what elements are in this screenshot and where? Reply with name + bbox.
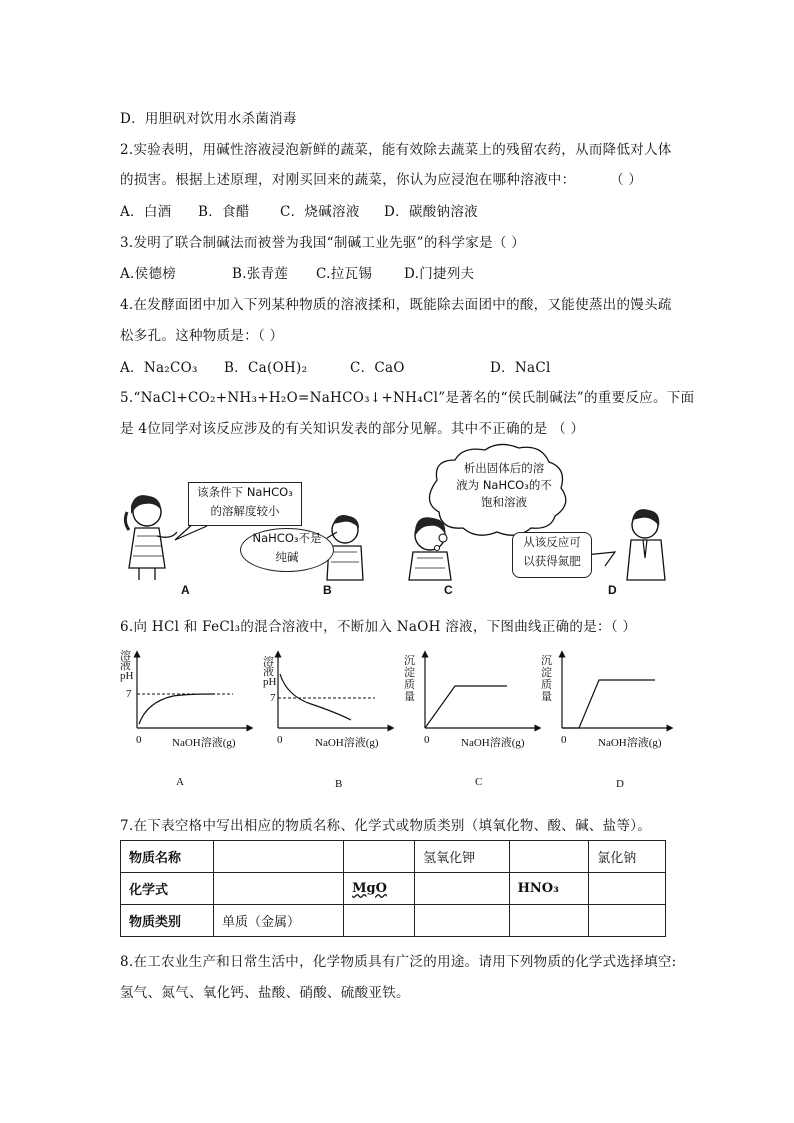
table-row <box>121 905 666 937</box>
table-cell: 氯化钠 <box>589 841 666 873</box>
ylabel-char: 淀 <box>404 667 415 679</box>
student-d-figure <box>627 509 665 580</box>
q8-stem-line1: 8.在工农业生产和日常生活中，化学物质具有广泛的用途。请用下列物质的化学式选择填空: <box>120 954 677 970</box>
table-cell: HNO₃ <box>509 873 589 905</box>
ylabel-char: 溶 <box>120 650 131 662</box>
table-cell: 物质类别 <box>121 905 214 937</box>
q2-option-d: D．碳酸钠溶液 <box>384 204 478 220</box>
ylabel-char: 液 <box>120 660 131 672</box>
speech-bubble-b <box>240 528 334 572</box>
ylabel-char: 质 <box>541 679 552 691</box>
q2-option-c: C．烧碱溶液 <box>280 204 360 220</box>
q8-stem-line2: 氢气、氮气、氧化钙、盐酸、硝酸、硫酸亚铁。 <box>120 985 410 1001</box>
table-cell <box>509 905 589 937</box>
graph-d-xlabel: NaOH溶液(g) <box>598 737 662 749</box>
graph-a-seven: 7 <box>126 688 132 700</box>
bubble-d-line1: 从该反应可 <box>523 535 581 549</box>
graph-a-curve <box>139 694 215 724</box>
graph-d <box>562 654 670 728</box>
student-c-figure <box>409 517 451 580</box>
graph-d-curve <box>562 680 655 728</box>
graph-b-curve <box>280 674 351 720</box>
table-cell: 物质名称 <box>121 841 214 873</box>
q3-options <box>120 262 474 282</box>
ylabel-char: 沉 <box>541 655 552 667</box>
graph-a-xlabel: NaOH溶液(g) <box>172 737 236 749</box>
table-cell: 氢氧化钾 <box>415 841 510 873</box>
table-cell <box>344 841 415 873</box>
table-cell <box>214 841 344 873</box>
ylabel-char: 质 <box>404 679 415 691</box>
q2-stem-line2 <box>120 168 642 188</box>
q4-option-c: C．CaO <box>350 360 405 376</box>
bubble-c-line3: 饱和溶液 <box>481 495 527 509</box>
graph-c-ylabel <box>404 655 415 703</box>
q4-stem-line2: 松多孔。这种物质是：（ ） <box>120 328 284 344</box>
ylabel-char: 淀 <box>541 667 552 679</box>
table-cell: 化学式 <box>121 873 214 905</box>
bubble-c-line1: 析出固体后的溶 <box>463 461 545 475</box>
graph-b <box>278 654 391 728</box>
q3-option-c: C.拉瓦锡 <box>316 266 373 282</box>
q2-options <box>120 200 478 220</box>
figure-label-b: B <box>323 583 332 597</box>
table-cell <box>344 905 415 937</box>
figure-label-a: A <box>181 583 190 597</box>
bubble-b-line2: 纯碱 <box>275 550 299 564</box>
graph-label-b: B <box>335 778 343 790</box>
q3-stem: 3.发明了联合制碱法而被誉为我国“制碱工业先驱”的科学家是（ ） <box>120 235 526 251</box>
graph-label-a: A <box>176 776 184 788</box>
ylabel-char: 沉 <box>404 655 415 667</box>
q4-option-d: D．NaCl <box>490 360 551 376</box>
q2-option-b: B．食醋 <box>198 204 250 220</box>
q5-stem-line2: 是 4位同学对该反应涉及的有关知识发表的部分见解。其中不正确的是 （ ） <box>120 421 585 437</box>
table-cell <box>509 841 589 873</box>
table-cell: 单质（金属） <box>214 905 344 937</box>
bubble-c-line2: 液为 NaHCO₃的不 <box>456 478 552 492</box>
bubble-a-line1: 该条件下 NaHCO₃ <box>197 485 293 499</box>
q3-option-d: D.门捷列夫 <box>404 266 475 282</box>
graph-d-zero: 0 <box>561 734 567 746</box>
speech-cloud-c <box>448 460 560 511</box>
q5-stem-line1: 5.“NaCl+CO₂+NH₃+H₂O=NaHCO₃↓+NH₄Cl”是著名的“侯氏制碱法”的重要反应。下面 <box>120 390 695 406</box>
q4-option-b: B．Ca(OH)₂ <box>224 360 308 376</box>
table-row <box>121 841 666 873</box>
speech-bubble-d <box>512 532 592 578</box>
graph-a-zero: 0 <box>136 734 142 746</box>
figure-label-d: D <box>608 583 617 597</box>
ylabel-char: 溶 <box>263 656 274 668</box>
ylabel-char: pH <box>263 676 277 688</box>
graph-a <box>137 654 250 728</box>
bubble-d-line2: 以获得氮肥 <box>523 554 581 568</box>
q2-stem-line1: 2.实验表明，用碱性溶液浸泡新鲜的蔬菜，能有效除去蔬菜上的残留农药，从而降低对人体 <box>120 142 672 158</box>
q4-options <box>120 356 551 376</box>
table-row <box>121 873 666 905</box>
table-cell <box>415 905 510 937</box>
ylabel-char: 量 <box>404 691 415 703</box>
bubble-b-line1: NaHCO₃不是 <box>252 531 322 545</box>
graph-label-d: D <box>616 778 624 790</box>
graph-d-ylabel <box>541 655 552 703</box>
table-cell <box>415 873 510 905</box>
graph-label-c: C <box>475 776 483 788</box>
table-cell <box>589 905 666 937</box>
ylabel-char: pH <box>120 670 134 682</box>
q2-option-a: A．白酒 <box>120 204 172 220</box>
graph-c-curve <box>425 686 507 728</box>
graph-c-xlabel: NaOH溶液(g) <box>461 737 525 749</box>
bubble-a-line2: 的溶解度较小 <box>210 504 280 518</box>
q7-stem: 7.在下表空格中写出相应的物质名称、化学式或物质类别（填氧化物、酸、碱、盐等）。 <box>120 818 652 834</box>
figure-label-c: C <box>444 583 453 597</box>
graph-c <box>425 654 538 728</box>
q4-stem-line1: 4.在发酵面团中加入下列某种物质的溶液揉和，既能除去面团中的酸，又能使蒸出的馒头疏 <box>120 297 672 313</box>
graph-a-ylabel <box>120 651 133 681</box>
q3-option-b: B.张青莲 <box>232 266 289 282</box>
q3-option-a: A.侯德榜 <box>120 266 177 282</box>
table-cell: MgO <box>344 873 415 905</box>
table-cell <box>589 873 666 905</box>
table-cell <box>214 873 344 905</box>
graph-b-xlabel: NaOH溶液(g) <box>315 737 379 749</box>
q6-stem: 6.向 HCl 和 FeCl₃的混合溶液中，不断加入 NaOH 溶液，下图曲线正确的是：（ ） <box>120 619 637 635</box>
graph-b-zero: 0 <box>277 734 283 746</box>
graph-b-seven: 7 <box>270 692 276 704</box>
student-a-figure <box>125 495 177 580</box>
ylabel-char: 量 <box>541 691 552 703</box>
q1-option-d: D．用胆矾对饮用水杀菌消毒 <box>120 111 297 127</box>
graph-b-ylabel <box>263 657 276 687</box>
graph-c-zero: 0 <box>424 734 430 746</box>
q2-stem-text: 的损害。根据上述原理，对刚买回来的蔬菜，你认为应浸泡在哪种溶液中： <box>120 172 576 188</box>
ylabel-char: 液 <box>263 666 274 678</box>
speech-bubble-a <box>188 482 302 526</box>
q7-table <box>120 840 666 937</box>
q4-option-a: A．Na₂CO₃ <box>120 360 198 376</box>
q2-answer-bracket: （ ） <box>610 172 643 188</box>
